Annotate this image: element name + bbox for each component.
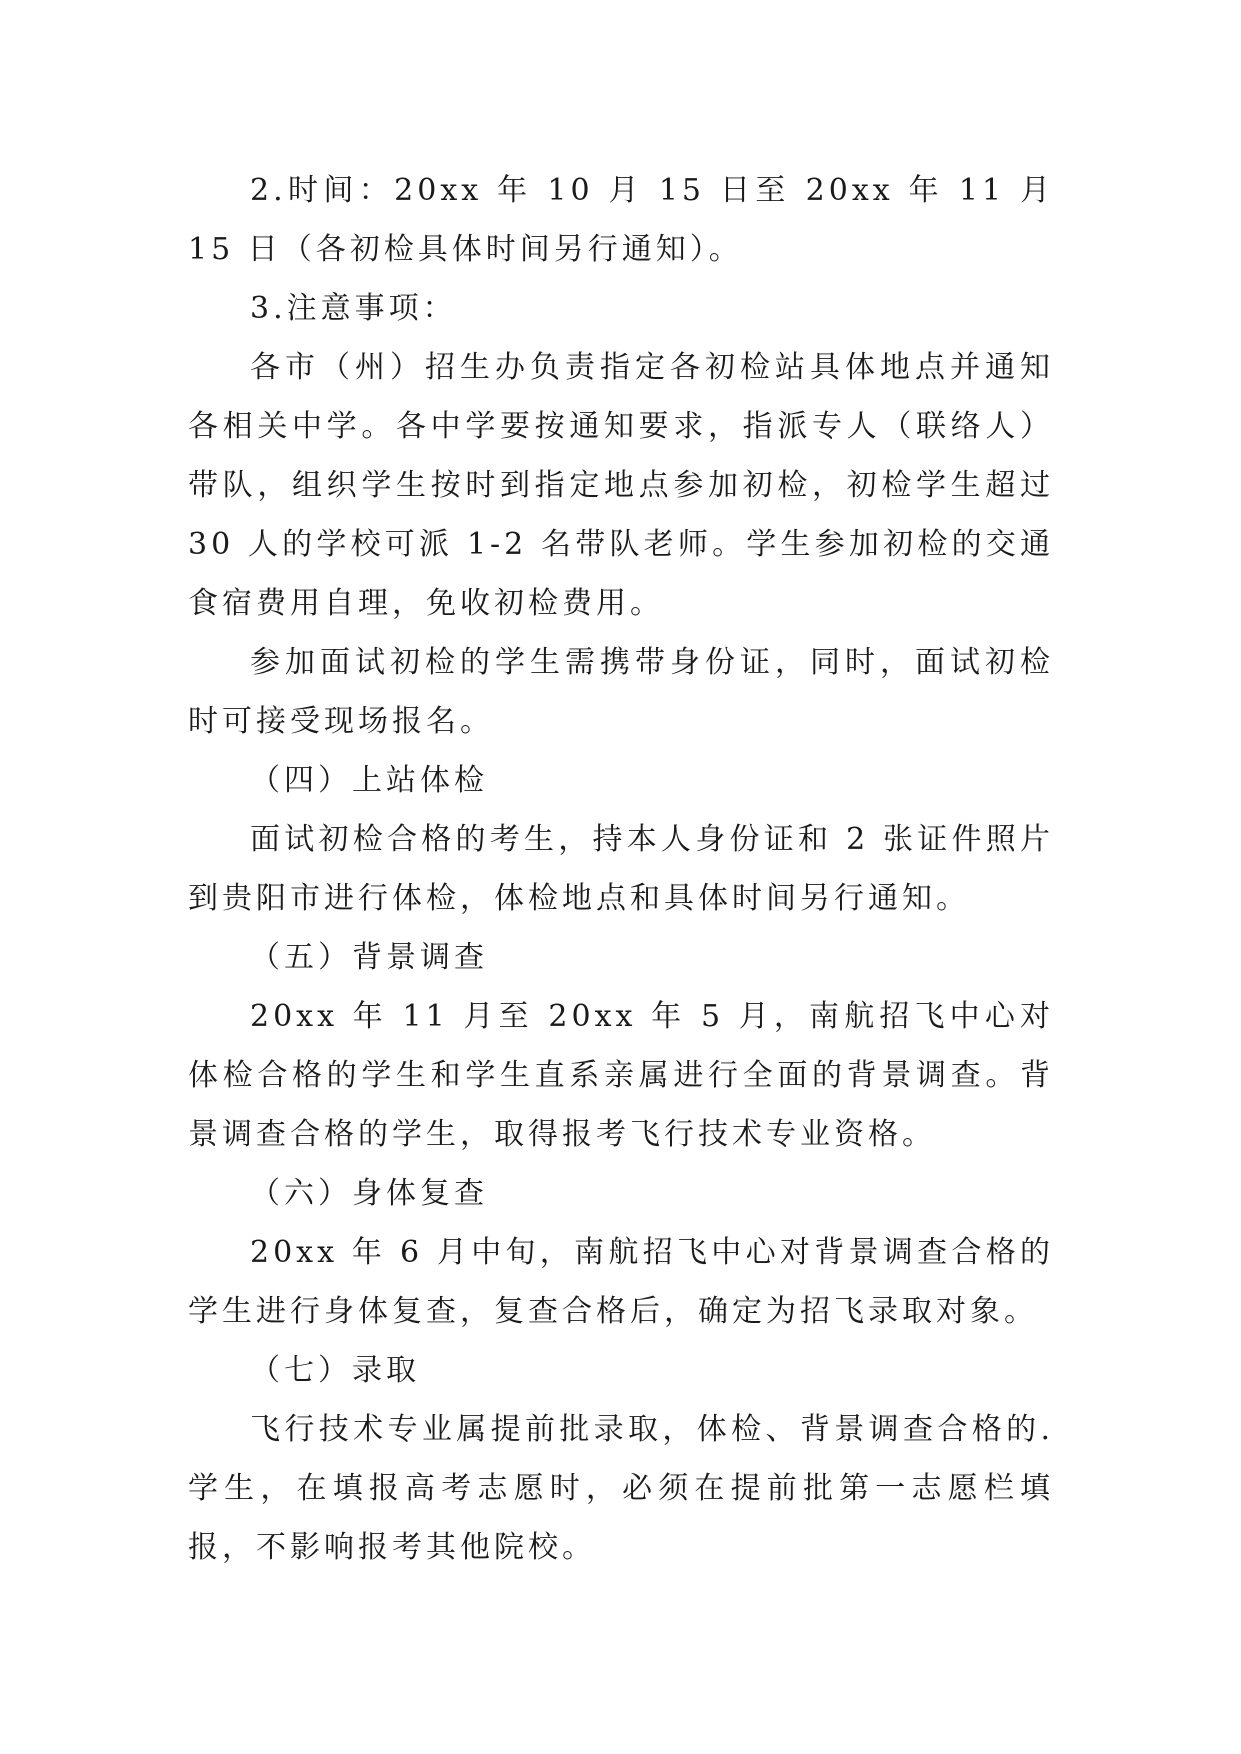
paragraph-background-check: 20xx 年 11 月至 20xx 年 5 月，南航招飞中心对体检合格的学生和学生直系亲属进行全面的背景调查。背景调查合格的学生，取得报考飞行技术专业资格。: [188, 999, 1054, 1152]
paragraph-admission: 飞行技术专业属提前批录取，体检、背景调查合格的.学生，在填报高考志愿时，必须在提前批第一志愿栏填报，不影响报考其他院校。: [188, 1412, 1054, 1565]
paragraph-recheck: 20xx 年 6 月中旬，南航招飞中心对背景调查合格的学生进行身体复查，复查合格后，确定为招飞录取对象。: [188, 1235, 1054, 1329]
paragraph-time: 2.时间：20xx 年 10 月 15 日至 20xx 年 11 月 15 日（各初检具体时间另行通知）。: [188, 173, 1054, 267]
section-heading-background-check: （五）背景调查: [250, 940, 488, 975]
document-body: [188, 161, 1054, 1577]
section-heading-admission: （七）录取: [250, 1353, 420, 1388]
paragraph-notes-heading: 3.注意事项：: [250, 291, 457, 326]
section-heading-physical-exam: （四）上站体检: [250, 763, 488, 798]
paragraph-physical-exam: 面试初检合格的考生，持本人身份证和 2 张证件照片到贵阳市进行体检，体检地点和具体时间另行通知。: [188, 822, 1054, 916]
paragraph-notes-body: 各市（州）招生办负责指定各初检站具体地点并通知各相关中学。各中学要按通知要求，指派专人（联络人）带队，组织学生按时到指定地点参加初检，初检学生超过 30 人的学校可派 1-2 名带队老师。学生参加初检的交通食宿费用自理，免收初检费用。: [188, 350, 1054, 621]
paragraph-id-requirement: 参加面试初检的学生需携带身份证，同时，面试初检时可接受现场报名。: [188, 645, 1054, 739]
section-heading-recheck: （六）身体复查: [250, 1176, 488, 1211]
